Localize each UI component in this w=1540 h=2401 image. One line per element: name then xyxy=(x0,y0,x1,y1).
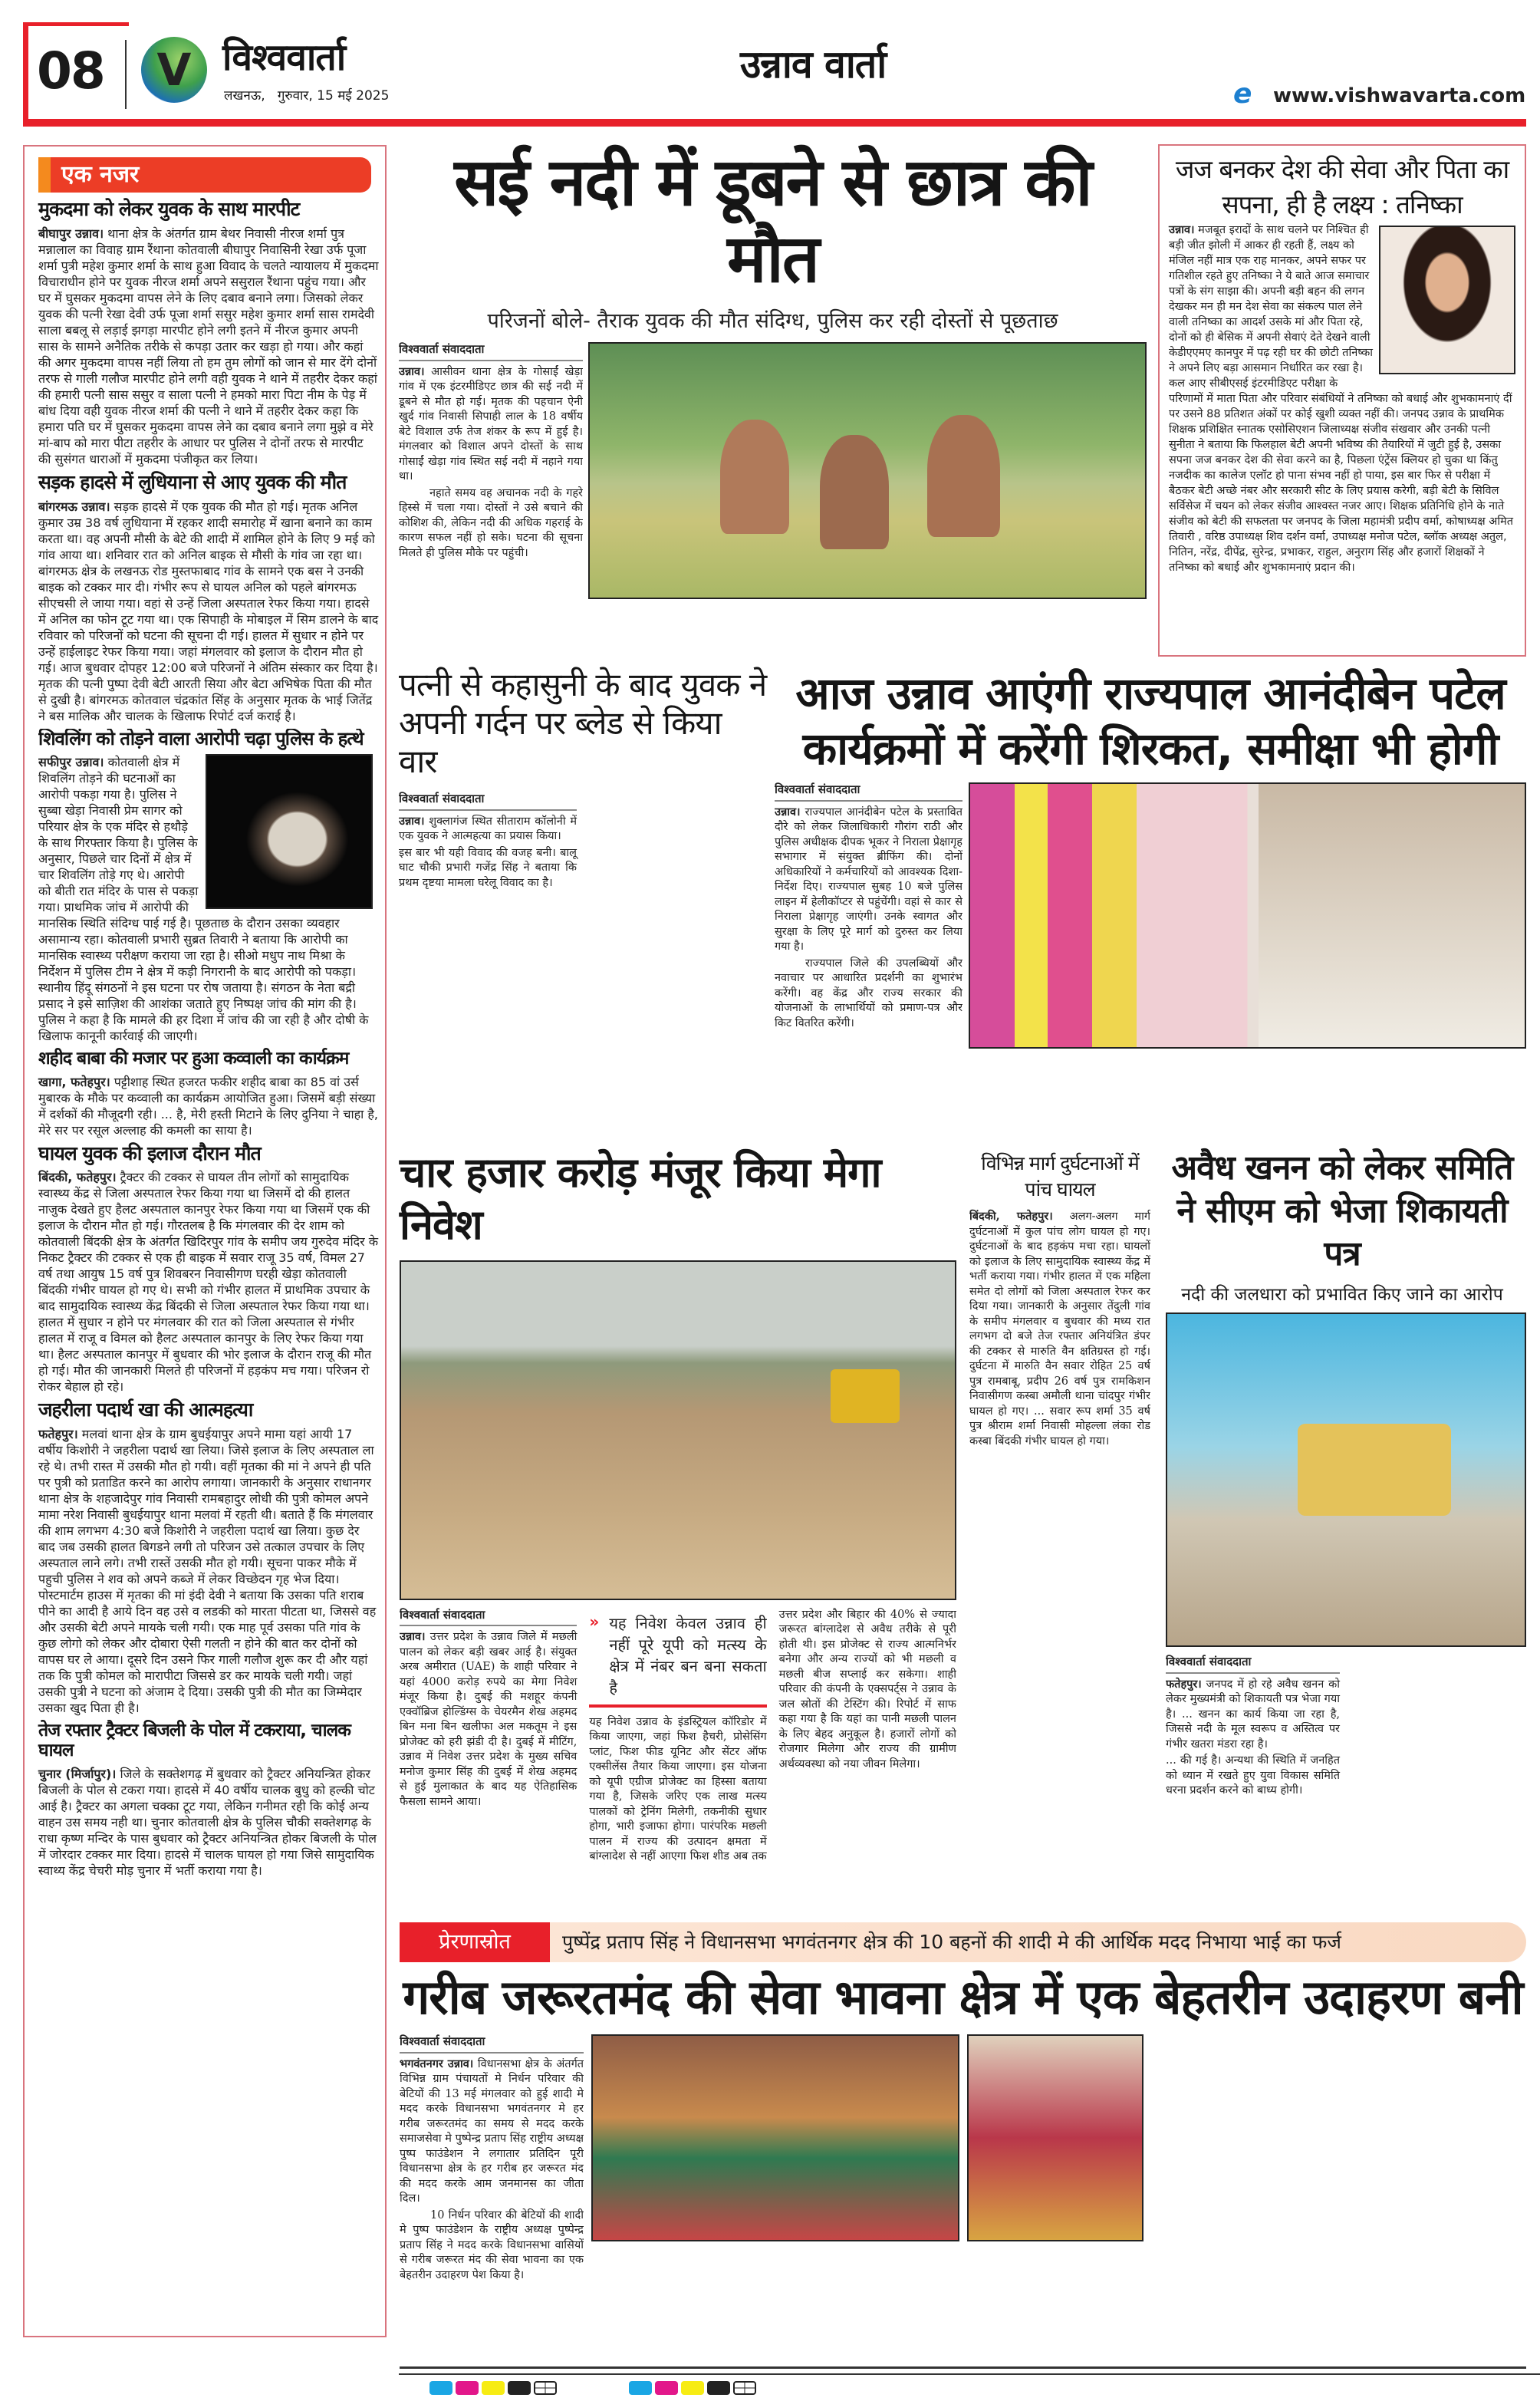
crosshair-mark-icon xyxy=(534,2381,557,2395)
page-number: 08 xyxy=(37,41,104,100)
dateline: चुनार (मिर्जापुर)। xyxy=(38,1766,117,1781)
paragraph: राज्यपाल जिले की उपलब्धियों और नवाचार पर आधारित प्रदर्शनी का शुभारंभ करेंगी। वह केंद्र और राज्य सरकार की योजनाओं के लाभार्थियों को प्रमाण-पत्र और किट वितरित करेंगी। xyxy=(775,957,962,1029)
feature-tag: प्रेरणास्रोत xyxy=(400,1922,550,1962)
ek-nazar-column xyxy=(23,145,387,2337)
paragraph: शुक्लागंज स्थित सीताराम कॉलोनी में एक युवक ने आत्महत्या का प्रयास किया। xyxy=(399,815,577,842)
story-text: अलग-अलग मार्ग दुर्घटनाओं में कुल पांच लोग घायल हो गए। दुर्घटनाओं के बाद हड़कंप मचा रहा। घायलों को इलाज के लिए सामुदायिक स्वास्थ्य केंद्र में भर्ती कराया गया। गंभीर हालत में एक महिला समेत दो लोगों को जिला अस्पताल रेफर कर दिया गया। जानकारी के अनुसार तेंदुली गांव के समीप मंगलवार व बुधवार की मध्य रात लगभग दो बजे तेज रफ्तार अनियंत्रित डंपर की टक्कर से मारुति वैन क्षतिग्रस्त हो गई। दुर्घटना में मारुति वैन सवार रोहित 25 वर्ष पुत्र रामबाबू, प्रदीप 26 वर्ष पुत्र रामकिशन निवासीगण कस्बा अमौली थाना चांदपुर गंभीर घायल हो गए। ... सवार रूप शर्मा 35 वर्ष पुत्र श्रीराम शर्मा निवासी मोहल्ला लंका रोड कस्बा बिंदकी गंभीर घायल हो गया। xyxy=(969,1210,1150,1448)
color-mark-cyan xyxy=(429,2381,452,2395)
color-mark-black xyxy=(508,2381,531,2395)
paragraph: विधानसभा क्षेत्र के अंतर्गत विभिन्न ग्राम पंचायतों मे निर्धन परिवार की बेटियों की 13 मई मंगलवार को हुई शादी मे मदद करके विधानसभा भगवंतनगर मे हर गरीब जरूरतमंद का समय से मदद करके समाजसेवा मे पुष्पेन्द्र प्रताप सिंह राष्ट्रीय अध्यक्ष पुष्प फाउंडेशन ने लगातार प्रतिदिन पूरी विधानसभा क्षेत्र के हर गरीब हर जरूरत मंद की मदद करके आम जनमानस का जीता दिल। xyxy=(400,2057,584,2205)
paragraph: उत्तर प्रदेश के उन्नाव जिले में मछली पालन को लेकर बड़ी खबर आई है। संयुक्त अरब अमीरात (UAE) के शाही परिवार ने यहां 4000 करोड़ रुपये का मेगा निवेश मंजूर किया है। दुबई की मशहूर कंपनी एक्वॉब्रिज होल्डिंग्स के चेयरमैन शेख अहमद बिन मना बिन खलीफा अल मकतूम ने इस प्रोजेक्ट को हरी झंडी दी है। दुबई में मीटिंग, उन्नाव में निवेश उत्तर प्रदेश के मुख्य सचिव मनोज कुमार सिंह की दुबई में शेख अहमद से हुई मुलाकात के बाद यह ऐतिहासिक फैसला सामने आया। xyxy=(400,1631,578,1808)
byline: विश्ववार्ता संवाददाता xyxy=(775,782,962,802)
brand-logo-icon: V xyxy=(141,37,207,103)
paragraph: राज्यपाल आनंदीबेन पटेल के प्रस्तावित दौरे को लेकर जिलाधिकारी गौरांग राठी और पुलिस अधीक्षक दीपक भूकर ने निराला प्रेक्षागृह सभागार में संयुक्त ब्रीफिंग की। दोनों अधिकारियों ने कर्मचारियों को आवश्यक दिशा-निर्देश दिए। राज्यपाल सुबह 10 बजे पुलिस लाइन में हेलीकॉप्टर से पहुंचेंगी। वहां से कार से निराला प्रेक्षागृह जाएंगी। उनके स्वागत और सुरक्षा के लिए पूरे मार्ग को दुरुस्त कर लिया गया है। xyxy=(775,805,962,953)
story-text: पट्टीशाह स्थित हजरत फकीर शहीद बाबा का 85 वां उर्स मुबारक के मौके पर कव्वाली का कार्यक्रम आयोजित हुआ। जिसमें बड़ी संख्या में दर्शकों की मौजूदगी रही। ... है, मेरी हस्ती मिटाने के लिए दुनिया ने चाहा है, मेरे सर पर रसूल अल्लाह की कमली का साया है। xyxy=(38,1074,378,1138)
person xyxy=(927,415,1000,537)
body xyxy=(1166,1655,1526,1868)
mining-story xyxy=(1158,1147,1526,1868)
story-text: ट्रैक्टर की टक्कर से घायल तीन लोगों को सामुदायिक स्वास्थ्य केंद्र से जिला अस्पताल रेफर किया गया था जिसमें दो की हालत नाजुक देखते हुए हैलट अस्पताल कानपुर रेफर किया गया था जिसमें एक की इलाज के दौरान मौत हो गई। गौरतलब है कि मंगलवार की देर शाम को कोतवाली बिंदकी क्षेत्र के अंतर्गत खिदिरपुर गांव के समीप जय गुरुदेव मंदिर के निकट ट्रैक्टर की टक्कर से एक ही बाइक में सवार राजू 35 वर्ष, विमल 27 वर्ष तथा आयुष 15 वर्ष पुत्र शिवबरन निवासीगण घरही खेड़ा कोतवाली बिंदकी गंभीर घायल हो गए थे। सभी को गंभीर हालत में प्राथमिक उपचार के बाद सामुदायिक स्वास्थ्य केंद्र बिंदकी से जिला अस्पताल रेफर किया गया था। हालत में सुधार न होने पर मंगलवार की रात को जिला अस्पताल से गंभीर हालत में राजू व विमल को हैलट अस्पताल कानपुर के लिए रेफर किया गया था। हैलट अस्पताल कानपुर में बुधवार की भोर इलाज के दौरान राजू की मौत हो गई। मौत की जानकारी मिलते ही परिजनों में हड़कंप मच गया। परिजन रो रोकर बेहाल हो रहे। xyxy=(38,1170,379,1395)
dateline: बिंदकी, फतेहपुर। xyxy=(969,1210,1053,1223)
lead-headline: सई नदी में डूबने से छात्र की मौत xyxy=(454,144,1091,298)
registration-marks xyxy=(429,2381,1534,2396)
headline: शिवलिंग को तोड़ने वाला आरोपी चढ़ा पुलिस के हत्थे xyxy=(38,728,364,749)
byline: विश्ववार्ता संवाददाता xyxy=(399,792,577,811)
headline: सड़क हादसे में लुधियाना से आए युवक की मौत xyxy=(38,470,347,493)
lead-story xyxy=(399,144,1147,662)
byline: विश्ववार्ता संवाददाता xyxy=(400,1608,577,1627)
dateline: उन्नाव। xyxy=(1169,224,1195,236)
headline: जहरीला पदार्थ खा की आत्महत्या xyxy=(38,1398,253,1421)
wedding-couple-photo xyxy=(967,2034,1143,2241)
byline: विश्ववार्ता संवाददाता xyxy=(1166,1655,1340,1674)
dateline: लखनऊ, गुरुवार, 15 मई 2025 xyxy=(224,88,390,104)
story-text: थाना क्षेत्र के अंतर्गत ग्राम बेथर निवासी नीरज शर्मा पुत्र मन्नालाल का विवाह ग्राम रैंथाना कोतवाली बीघापुर निवासिनी रेखा उर्फ पूजा शर्मा पुत्री महेश कुमार शर्मा के साथ हुआ विवाद के चलते न्यायालय में मुकदमा विचाराधीन होने पर युवक नीरज शर्मा अपने ससुराल रैंथाना पहुंच गया। और घर में घुसकर मुकदमा वापस लेने के लिए दबाव बनाने लगा। जिसको लेकर युवक की पत्नी रेखा देवी उर्फ पूजा शर्मा ससुर महेश कुमार शर्मा सास रामदेवी साला बबलू से लड़ाई झगड़ा मारपीट होने लगी इतने में नीरज कुमार अपनी सास के सामने अनैतिक तरीके से कपड़ा उतार कर खड़ा हो गया। और कहां की अगर मुकदमा वापस नहीं लिया तो हम तुम लोगों को जान से मार देंगे दोनों तरफ से गाली गलौज मारपीट होने लगी वही युवक ने थाने में तहरीर देकर कहां की हमारी पत्नी सास ससुर व साला पत्नी ने हमको मारा पिटा नीम के पेड़ में बांध दिया वही युवक नीरज शर्मा की पत्नी ने थाने में तहरीर देकर कहा कि हमारा पति घर में घुसकर मुकदमा वापस लेने का दबाव बनाने लगा मुझे व मेरे मां-बाप को मारा पीटा तहरीर के आधार पर पुलिस ने दोनों तरफ से मारपीट की सुसंगत धाराओं में मुकदमा पंजीकृत कर लिया। xyxy=(38,226,379,466)
lead-body-col xyxy=(399,342,583,662)
accidents-story xyxy=(969,1151,1150,1868)
color-mark-yellow xyxy=(681,2381,704,2395)
dateline: सफीपुर उन्नाव। xyxy=(38,755,104,770)
dateline: उन्नाव। xyxy=(399,364,425,378)
quote-chevron-icon: » xyxy=(589,1612,600,1631)
lead-content xyxy=(399,342,1147,662)
footer-rule xyxy=(399,2373,1540,2375)
color-mark-magenta xyxy=(456,2381,479,2395)
story-text: कोतवाली क्षेत्र में शिवलिंग तोड़ने की घटनाओं का आरोपी पकड़ा गया है। पुलिस ने सुब्बा खेड़ा निवासी प्रेम सागर को परियार क्षेत्र के एक मंदिर से हथौड़े के साथ गिरफ्तार किया है। पुलिस के अनुसार, पिछले चार दिनों में क्षेत्र में चार शिवलिंग तोड़े गए थे। आरोपी को बीती रात मंदिर के पास से पकड़ा गया। प्राथमिक जांच में आरोपी की मानसिक स्थिति संदिग्ध पाई गई है। पूछताछ के दौरान उसका व्यवहार असामान्य रहा। कोतवाली प्रभारी सुब्रत तिवारी ने बताया कि आरोपी का मानसिक स्वास्थ्य परीक्षण कराया जा रहा है। सीओ मधुप नाथ मिश्रा के निर्देशन में पुलिस टीम ने क्षेत्र में कड़ी निगरानी के बाद आरोपी को पकड़ा। स्थानीय हिंदू संगठनों ने इस घटना पर रोष जताया है। संगठन के नेता बद्री प्रसाद ने इसे साज़िश की आशंका जताते हुए निष्पक्ष जांच की मांग की है। पुलिस ने कहा है कि मामले की हर दिशा में जांच की जा रही है और दोषी के खिलाफ कानूनी कार्रवाई की जाएगी। xyxy=(38,755,369,1044)
brand-name: विश्ववार्ता xyxy=(222,36,346,79)
masthead xyxy=(0,0,1540,130)
dateline: खागा, फतेहपुर। xyxy=(38,1074,110,1089)
frame-left xyxy=(23,22,28,127)
section-label: एक नजर xyxy=(38,157,371,193)
dateline: बीघापुर उन्नाव। xyxy=(38,226,104,241)
byline: विश्ववार्ता संवाददाता xyxy=(399,342,583,361)
paragraph: जनपद में हो रहे अवैध खनन को लेकर मुख्यमंत्री को शिकायती पत्र भेजा गया है। ... खनन का कार्य किया जा रहा है, जिससे नदी के मूल स्वरूप व अस्तित्व पर गंभीर खतरा मंडरा रहा है। xyxy=(1166,1678,1340,1751)
governor-event-photo xyxy=(969,782,1526,1049)
color-mark-black xyxy=(707,2381,730,2395)
story-text: जिले के सक्तेशगढ़ में बुधवार को ट्रैक्टर अनियन्त्रित होकर बिजली के पोल से टकरा गया। हादसे में 40 वर्षीय चालक बुधु को हल्की चोट आई है। ट्रैक्टर का अगला चक्का टूट गया, लेकिन गनीमत रही कि कोई अन्य वाहन उस समय नही था। चुनार कोतवाली क्षेत्र के पुलिस चौकी सक्तेशगढ़ के राधा कृष्ण मन्दिर के पास बुधवार को ट्रैक्टर अनियन्त्रित होकर बिजली के पोल में जोरदार टक्कर मार दिया। हादसे में चालक घायल हो गया जिसे सामुदायिक स्वाथ्य केंद्र चेचरी मोड़ चुनार में भर्ती कराया गया है। xyxy=(38,1766,377,1878)
dateline: फतेहपुर। xyxy=(38,1427,78,1442)
paragraph: 10 निर्धन परिवार की बेटियों की शादी मे पुष्प फाउंडेशन के राष्ट्रीय अध्यक्ष पुष्पेन्द्र प्रताप सिंह ने मदद करके विधानसभा वासियों से गरीब जरूरत मंद की सेवा भावना का एक बेहतरीन उदाहरण पेश किया है। xyxy=(400,2208,584,2281)
paragraph: आसीवन थाना क्षेत्र के गोसाईं खेड़ा गांव में एक इंटरमीडिएट छात्र की सई नदी में डूबने से मौत हो गई। मृतक की पहचान ऐनी खुर्द गांव निवासी सिपाही लाल के 18 वर्षीय बेटे विशाल उर्फ तेज शंकर के रूप में हुई है। मंगलवार को विशाल अपने दोस्तों के साथ गोसाईं खेड़ा गांव स्थित सई नदी में नहाने गया था। xyxy=(399,365,583,483)
accused-photo xyxy=(206,754,373,909)
header-rule xyxy=(23,119,1526,127)
color-mark-cyan xyxy=(629,2381,652,2395)
story-2 xyxy=(38,472,379,724)
story-text: सड़क हादसे में एक युवक की मौत हो गई। मृतक अनिल कुमार उम्र 38 वर्ष लुधियाना में रहकर शादी समारोह में खाना बनाने का काम करता था। वह अपनी मौसी के बेटे की शादी में शामिल होने के लिए 9 मई को गांव आया था। शनिवार रात को अनिल बाइक से मौसी के गांव जा रहा था। बांगरमऊ क्षेत्र के लखनऊ रोड मुस्तफाबाद गांव के सामने एक बस ने उनकी बाइक को टक्कर मार दी। गंभीर रूप से घायल अनिल को पहले बांगरमऊ सीएचसी ले जाया गया। वहां से उन्हें जिला अस्पताल रेफर किया गया। हादसे में अनिल का फोन टूट गया था। एक सिपाही के मोबाइल में सिम डालने के बाद रविवार को परिजनों को घटना की सूचना दी गई। हालत में सुधार न होने पर उन्हें हाईलाइट रेफर किया गया। जहां मंगलवार को इलाज के दौरान मौत हो गई। आज बुधवार दोपहर 12:00 बजे परिजनों ने अंतिम संस्कार कर दिया है। मृतक की पत्नी पुष्पा देवी बेटी आरती सिया और बेटा अभिषेक पिता की मौत से दुखी है। बांगरमऊ कोतवाल चंद्रकांत सिंह के अनुसार मृतक के भाई जितेंद्र ने बस मालिक और चालक के खिलाफ रिपोर्ट दर्ज कराई है। xyxy=(38,499,379,723)
body xyxy=(399,792,767,1134)
headline: अवैध खनन को लेकर समिति ने सीएम को भेजा शिकायती पत्र xyxy=(1171,1148,1513,1273)
story-6 xyxy=(38,1399,379,1716)
website-link[interactable]: www.vishwavarta.com xyxy=(1273,84,1526,107)
blade-story xyxy=(399,666,767,1134)
story-4 xyxy=(38,1049,379,1138)
tanishka-photo xyxy=(1379,226,1515,374)
headline: आज उन्नाव आएंगी राज्यपाल आनंदीबेन पटेल कार्यक्रमों में करेंगी शिरकत, समीक्षा भी होगी xyxy=(795,667,1505,775)
dateline: उन्नाव। xyxy=(400,1630,426,1644)
governor-story xyxy=(775,666,1526,1134)
paragraph: इस बार भी यही विवाद की वजह बनी। बालू घाट चौकी प्रभारी गजेंद्र सिंह ने बताया कि प्रथम दृष्टया मामला घरेलू विवाद का है। xyxy=(399,846,577,889)
web-icon: e xyxy=(1233,78,1252,110)
story-text: मजबूत इरादों के साथ चलने पर निश्चित ही बड़ी जीत झोली में आकर ही रहती हैं, लक्ष्य को मंजिल नहीं मात्र एक राह मानकर, अपने सफर पर गतिशील रहते हुए तनिष्का ने ये बाते आज समाचार पत्रों के संग साझा की। अपनी बड़ी बहन की लगन देखकर मन ही मन देश सेवा का संकल्प पाल लेने वाली तनिष्का का आदर्श उसके मां और पिता रहे, दोनों को ही बेसिक में अपनी सेवाएं देते देखने वाली केडीएएमए कानपुर में पढ़ रही घर की छोटी तनिष्का ने अपने लिए बड़ा आसमान निर्धारित कर रखा है। कल आए सीबीएसई इंटरमीडिएट परीक्षा के परिणामों में माता पिता और परिवार संबंधियों ने तनिष्का को बधाई और शुभकामनाएं दीं पर उसने 88 प्रतिशत अंकों पर कोई खुशी व्यक्त नहीं की। जनपद उन्नाव के प्राथमिक शिक्षक प्रशिक्षित स्नातक एसोसिएशन जिलाध्यक्ष संजीव संखवार और उनकी पत्नी सुनीता ने बताया कि फिलहाल बेटी अपनी भविष्य की तैयारियों में जुटी हुई है, उसका सपना जज बनकर देश की सेवा करने का है, पिछला एंट्रेंस क्लियर हो चुका था किंतु नजदीक का कालेज एलॉट हो पाना संभव नहीं हो पाया, इस बार फिर से परीक्षा में बैठकर बेटी अच्छे नंबर और सरकारी सीट के लिए प्रयास करेगी, बड़ी बेटी के सिविल सर्विसेज में चयन को लेकर संजीव आश्वस्त नजर आए। शिक्षक प्रतिनिधि होने के नाते संजीव को बेटी की सफलता पर जनपद के जिला महामंत्री प्रदीप वर्मा, कोषाध्यक्ष अमित तिवारी , वरिष्ठ उपाध्यक्ष शिव दर्शन वर्मा, उपाध्यक्ष मनोज पटेल, ब्लॉक अध्यक्ष अतुल, नितिन, नरेंद्र, दीपेंद्र, सुरेन्द्र, प्रभाकर, राहुल, अनुराग सिंह और हजारों शिक्षकों ने तनिष्का को बधाई और शुभकामनाएं प्रदान की। xyxy=(1169,224,1514,574)
excavator xyxy=(831,1369,900,1423)
story-3 xyxy=(38,729,379,1045)
headline: पत्नी से कहासुनी के बाद युवक ने अपनी गर्दन पर ब्लेड से किया वार xyxy=(399,666,767,780)
dateline: भगवंतनगर उन्नाव। xyxy=(400,2057,474,2070)
story-7 xyxy=(38,1721,379,1879)
tanishka-story xyxy=(1158,144,1526,657)
story-1 xyxy=(38,199,379,467)
construction-photo xyxy=(400,1260,956,1600)
river-photo xyxy=(588,342,1147,599)
feature-section xyxy=(400,1968,1526,2369)
dateline: बांगरमऊ उन्नाव। xyxy=(38,499,110,514)
headline: विभिन्न मार्ग दुर्घटनाओं में पांच घायल xyxy=(981,1152,1139,1200)
headline: तेज रफ्तार ट्रैक्टर बिजली के पोल में टकराया, चालक घायल xyxy=(38,1721,350,1761)
investment-story xyxy=(400,1147,956,1868)
dateline: फतेहपुर। xyxy=(1166,1677,1202,1691)
body xyxy=(775,782,962,1134)
lead-subhead: परिजनों बोले- तैराक युवक की मौत संदिग्ध, पुलिस कर रही दोस्तों से पूछताछ xyxy=(487,309,1058,333)
byline: विश्ववार्ता संवाददाता xyxy=(400,2034,584,2054)
dateline: उन्नाव। xyxy=(775,805,801,818)
body-col xyxy=(400,2034,584,2363)
feature-story xyxy=(400,2034,1526,2369)
headline: मुकदमा को लेकर युवक के साथ मारपीट xyxy=(38,198,300,220)
paragraph: ... की गई है। अन्यथा की स्थिति में जनहित को ध्यान में रखते हुए युवा विकास समिति धरना प्रदर्शन करने को बाध्य होगी। xyxy=(1166,1754,1340,1797)
governor-content xyxy=(775,782,1526,1134)
paragraph: नहाते समय वह अचानक नदी के गहरे हिस्से में चला गया। दोस्तों ने उसे बचाने की कोशिश की, लेकिन नदी की अधिक गहराई के कारण सफल नहीं हो सके। घटना की सूचना मिलते ही पुलिस मौके पर पहुंची। xyxy=(399,486,583,559)
banner-text: पुष्पेंद्र प्रताप सिंह ने विधानसभा भगवंतनगर क्षेत्र की 10 बहनों की शादी मे की आर्थिक मदद निभाया भाई का फर्ज xyxy=(562,1931,1341,1953)
story-5 xyxy=(38,1143,379,1395)
officials-photo xyxy=(1259,784,1525,1047)
person xyxy=(820,435,889,549)
headline: चार हजार करोड़ मंजूर किया मेगा निवेश xyxy=(400,1148,881,1249)
mining-photo xyxy=(1166,1312,1526,1647)
headline: शहीद बाबा की मजार पर हुआ कव्वाली का कार्यक्रम xyxy=(38,1049,349,1069)
color-mark-yellow xyxy=(482,2381,505,2395)
frame-top xyxy=(23,22,129,26)
wedding-photo xyxy=(591,2034,959,2241)
dateline: बिंदकी, फतेहपुर। xyxy=(38,1170,117,1185)
person xyxy=(720,420,789,534)
story-text: मलवां थाना क्षेत्र के ग्राम बुधईयापुर अपने मामा यहां आयी 17 वर्षीय किशोरी ने जहरीला पदार्थ खा लिया। जिसे इलाज के लिए अस्पताल ला रहे थे। तभी रास्त में उसकी मौत हो गयी। वहीं मृतका की मां ने अपने ही पति पर पुत्री को प्रताडित करने का आरोप लगाया। जानकारी के अनुसार राधानगर थाना क्षेत्र के शहजादेपुर गांव निवासी रामबहादुर लोधी की पुत्री कोमल अपने मामा नरेश निवासी बुधईयापुर थाना मलवां में रहती थी। बताते हैं कि मंगलवार की शाम लगभग 4:30 बजे किशोरी ने जहरीला पदार्थ खा लिया। कुछ देर बाद जब उसकी हालत बिगडने लगी तो परिजन उसे तत्काल उपचार के लिए अस्पताल लाने लगे। तभी रास्तें उसकी मौत हो गयी। सूचना पाकर मौके में पहुची पुलिस ने शव को अपने कब्जे में लेकर विच्छेदन गृह भेज दिया। पोस्टमार्टम हाउस में मृतका की मां इंदी देवी ने बताया कि उसका पति शराब पीने का आदी है आये दिन वह उसे व लडकी को मारता पीटता था, जिससे वह और उसकी बेटी अपने मायके चली गयी। एक माह पूर्व उसका पति गांव के कुछ लोगो को लेकर और दोबारा ऐसी गलती न होने की बात कर दोनों को वापस घर ले आया। दूसरे दिन उसने फिर गाली गलौज शुरू कर दी और यहां तक कि पुत्री कोमल को मारापीटा जिससे डर कर मायके चली गयी। जहां उसकी पुत्री ने घटना को अंजाम दे दिया। उसकी पुत्री की मौत का जिम्मेदार उसका खुद पिता ही है। xyxy=(38,1427,377,1716)
body xyxy=(400,1608,956,1868)
crosshair-mark-icon xyxy=(733,2381,756,2395)
pull-quote xyxy=(589,1608,766,1708)
excavator xyxy=(1298,1424,1451,1516)
headline: घायल युवक की इलाज दौरान मौत xyxy=(38,1141,261,1164)
headline: जज बनकर देश की सेवा और पिता का सपना, ही है लक्ष्य : तनिष्का xyxy=(1175,154,1509,219)
section-title: उन्नाव वार्ता xyxy=(740,42,887,87)
divider xyxy=(125,40,127,109)
paragraph: यह निवेश उन्नाव के इंडस्ट्रियल कॉरिडोर में किया जाएगा, जहां फिश हैचरी, प्रोसेसिंग प्लांट, फिश फीड यूनिट और सेंटर ऑफ एक्सीलेंस तैयार किया जाएगा। इस योजना को यूपी एग्रीज प्रोजेक्ट का हिस्सा बताया गया है, जिसके जरिए एक लाख मत्स्य पालकों को ट्रेनिंग मिलेगी, तकनीकी सुधार होगा, भारी इजाफा होगा। पारंपरिक मछली पालन में राज्य की उत्पादन क्षमता में बांग्लादेश से नहीं आएगा फिश शीड अब तक उत्तर प्रदेश और बिहार की 40% से ज्यादा जरूरत बांग्लादेश से अवैध तरीके से पूरी होती थी। इस प्रोजेक्ट से राज्य आत्मनिर्भर बनेगा और अन्य राज्यों को भी मछली व मछली बीज सप्लाई कर सकेगा। शाही परिवार की कंपनी के एक्सपर्ट्स ने उन्नाव के जल स्रोतों की टेस्टिंग की। रिपोर्ट में साफ कहा गया है कि यहां का पानी मछली पालन के लिए बेहद अनुकूल है। हजारों लोगों को रोजगार मिलेगा और राज्य की ग्रामीण अर्थव्यवस्था को नया जीवन मिलेगा। xyxy=(589,1608,956,1863)
color-mark-magenta xyxy=(655,2381,678,2395)
subhead: नदी की जलधारा को प्रभावित किए जाने का आरोप xyxy=(1181,1285,1503,1305)
feature-headline: गरीब जरूरतमंद की सेवा भावना क्षेत्र में एक बेहतरीन उदाहरण बनी xyxy=(403,1969,1523,2025)
feature-banner xyxy=(400,1922,1526,1962)
pull-quote-text: यह निवेश केवल उन्नाव ही नहीं पूरे यूपी को मत्स्य के क्षेत्र में नंबर बन बना सकता है xyxy=(609,1613,767,1697)
dateline: उन्नाव। xyxy=(399,814,425,828)
